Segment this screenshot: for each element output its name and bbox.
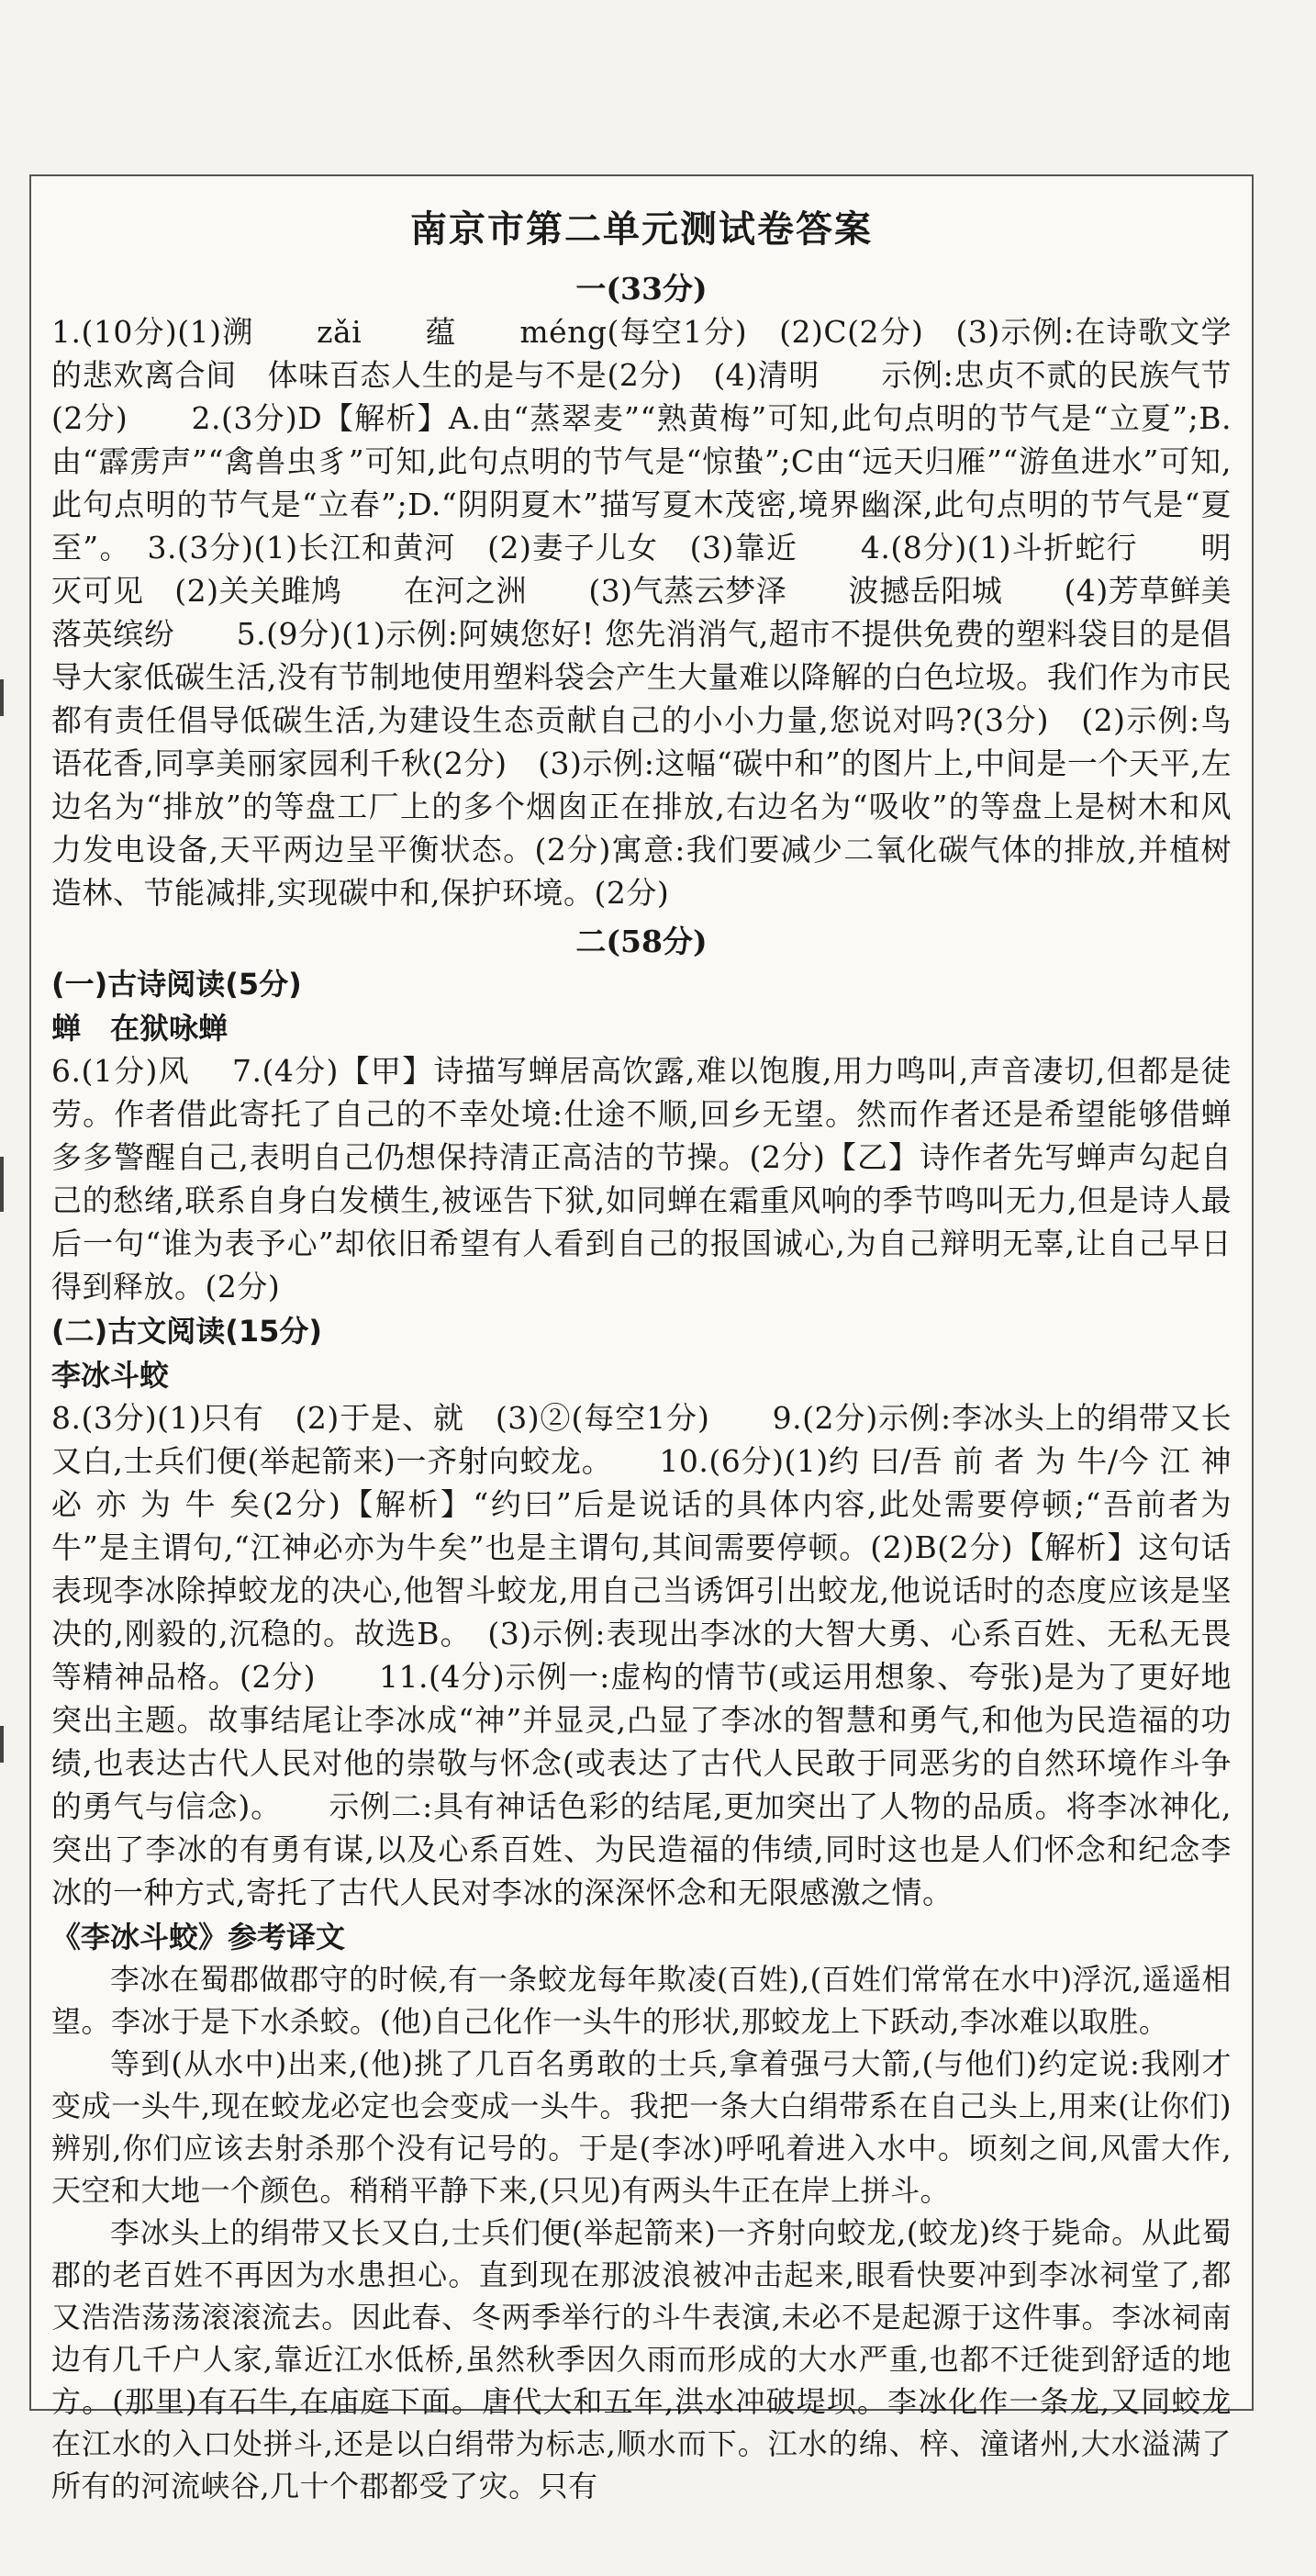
section-heading: 一(33分) [575,271,708,307]
subsection-heading: (一)古诗阅读(5分) [51,967,302,1002]
left-edge-mark [0,1157,4,1212]
answer-paragraph: 8.(3分)(1)只有 (2)于是、就 (3)②(每空1分) 9.(2分)示例:李冰头上的绢带又长又白,士兵们便(举起箭来)一齐射向蛟龙。 10.(6分)(1)约 曰/吾 前 者 为 牛/今 江 神 必 亦 为 牛 矣(2分)【解析】“约曰”后是说话的具体内容,此处需要停顿;“吾前者为牛”是主谓句,“江神必亦为牛矣”也是主谓句,其间需要停顿。(2)B(2分)【解析】这句话表现李冰除掉蛟龙的决心,他智斗蛟龙,用自己当诱饵引出蛟龙,他说话时的态度应该是坚决的,刚毅的,沉稳的。故选B。 (3)示例:表现出李冰的大智大勇、心系百姓、无私无畏等精神品格。(2分) 11.(4分)示例一:虚构的情节(或运用想象、夸张)是为了更好地突出主题。故事结尾让李冰成“神”并显灵,凸显了李冰的智慧和勇气,和他为民造福的功绩,也表达古代人民对他的崇敬与怀念(或表达了古代人民敢于同恶劣的自然环境作斗争的勇气与信念)。 示例二:具有神话色彩的结尾,更加突出了人物的品质。将李冰神化,突出了李冰的有勇有谋,以及心系百姓、为民造福的伟绩,同时这也是人们怀念和纪念李冰的一种方式,寄托了古代人民对李冰的深深怀念和无限感激之情。 [51,1400,1232,1910]
poem-title: 蝉 在狱咏蝉 [51,1011,229,1046]
left-edge-mark [0,679,4,716]
answer-sheet [29,174,1293,2503]
translation-paragraph: 李冰头上的绢带又长又白,士兵们便(举起箭来)一齐射向蛟龙,(蛟龙)终于毙命。从此蜀郡的老百姓不再因为水患担心。直到现在那波浪被冲击起来,眼看快要冲到李冰祠堂了,都又浩浩荡荡滚滚流去。因此春、冬两季举行的斗牛表演,未必不是起源于这件事。李冰祠南边有几千户人家,靠近江水低桥,虽然秋季因久雨而形成的大水严重,也都不迁徙到舒适的地方。(那里)有石牛,在庙庭下面。唐代大和五年,洪水冲破堤坝。李冰化作一条龙,又同蛟龙在江水的入口处拼斗,还是以白绢带为标志,顺水而下。江水的绵、梓、潼诸州,大水溢满了所有的河流峡谷,几十个郡都受了灾。只有 [51,2215,1232,2503]
subsection-heading: (二)古文阅读(15分) [51,1314,323,1349]
answer-paragraph: 6.(1分)风 7.(4分)【甲】诗描写蝉居高饮露,难以饱腹,用力鸣叫,声音凄切,但都是徒劳。作者借此寄托了自己的不幸处境:仕途不顺,回乡无望。然而作者还是希望能够借蝉多多警醒自己,表明自己仍想保持清正高洁的节操。(2分)【乙】诗作者先写蝉声勾起自己的愁绪,联系自身白发横生,被诬告下狱,如同蝉在霜重风响的季节鸣叫无力,但是诗人最后一句“谁为表予心”却依旧希望有人看到自己的报国诚心,为自己辩明无辜,让自己早日得到释放。(2分) [51,1053,1232,1305]
passage-title: 李冰斗蛟 [51,1358,170,1393]
section-heading: 二(58分) [575,924,708,959]
translation-paragraph: 等到(从水中)出来,(他)挑了几百名勇敢的士兵,拿着强弓大箭,(与他们)约定说:我刚才变成一头牛,现在蛟龙必定也会变成一头牛。我把一条大白绢带系在自己头上,用来(让你们)辨别,你们应该去射杀那个没有记号的。于是(李冰)呼吼着进入水中。顷刻之间,风雷大作,天空和大地一个颜色。稍稍平静下来,(只见)有两头牛正在岸上拼斗。 [51,2046,1232,2208]
answer-paragraph: 1.(10分)(1)溯 zǎi 蕴 méng(每空1分) (2)C(2分) (3)示例:在诗歌文学的悲欢离合间 体味百态人生的是与不是(2分) (4)清明 示例:忠贞不贰的民族气节(2分) 2.(3分)D【解析】A.由“蒸翠麦”“熟黄梅”可知,此句点明的节气是“立夏”;B.由“霹雳声”“禽兽虫豸”可知,此句点明的节气是“惊蛰”;C由“远天归雁”“游鱼进水”可知,此句点明的节气是“立春”;D.“阴阴夏木”描写夏木茂密,境界幽深,此句点明的节气是“夏至”。 3.(3分)(1)长江和黄河 (2)妻子儿女 (3)靠近 4.(8分)(1)斗折蛇行 明灭可见 (2)关关雎鸠 在河之洲 (3)气蒸云梦泽 波撼岳阳城 (4)芳草鲜美 落英缤纷 5.(9分)(1)示例:阿姨您好! 您先消消气,超市不提供免费的塑料袋目的是倡导大家低碳生活,没有节制地使用塑料袋会产生大量难以降解的白色垃圾。我们作为市民都有责任倡导低碳生活,为建设生态贡献自己的小小力量,您说对吗?(3分) (2)示例:鸟语花香,同享美丽家园利千秋(2分) (3)示例:这幅“碳中和”的图片上,中间是一个天平,左边名为“排放”的等盘工厂上的多个烟囱正在排放,右边名为“吸收”的等盘上是树木和风力发电设备,天平两边呈平衡状态。(2分)寓意:我们要减少二氧化碳气体的排放,并植树造林、节能减排,实现碳中和,保护环境。(2分) [51,314,1293,911]
translation-paragraph: 李冰在蜀郡做郡守的时候,有一条蛟龙每年欺凌(百姓),(百姓们常常在水中)浮沉,遥遥相望。李冰于是下水杀蛟。(他)自己化作一头牛的形状,那蛟龙上下跃动,李冰难以取胜。 [51,1962,1232,2039]
page-title: 南京市第二单元测试卷答案 [410,208,873,251]
left-edge-mark [0,1726,4,1763]
translation-heading: 《李冰斗蛟》参考译文 [51,1920,346,1954]
